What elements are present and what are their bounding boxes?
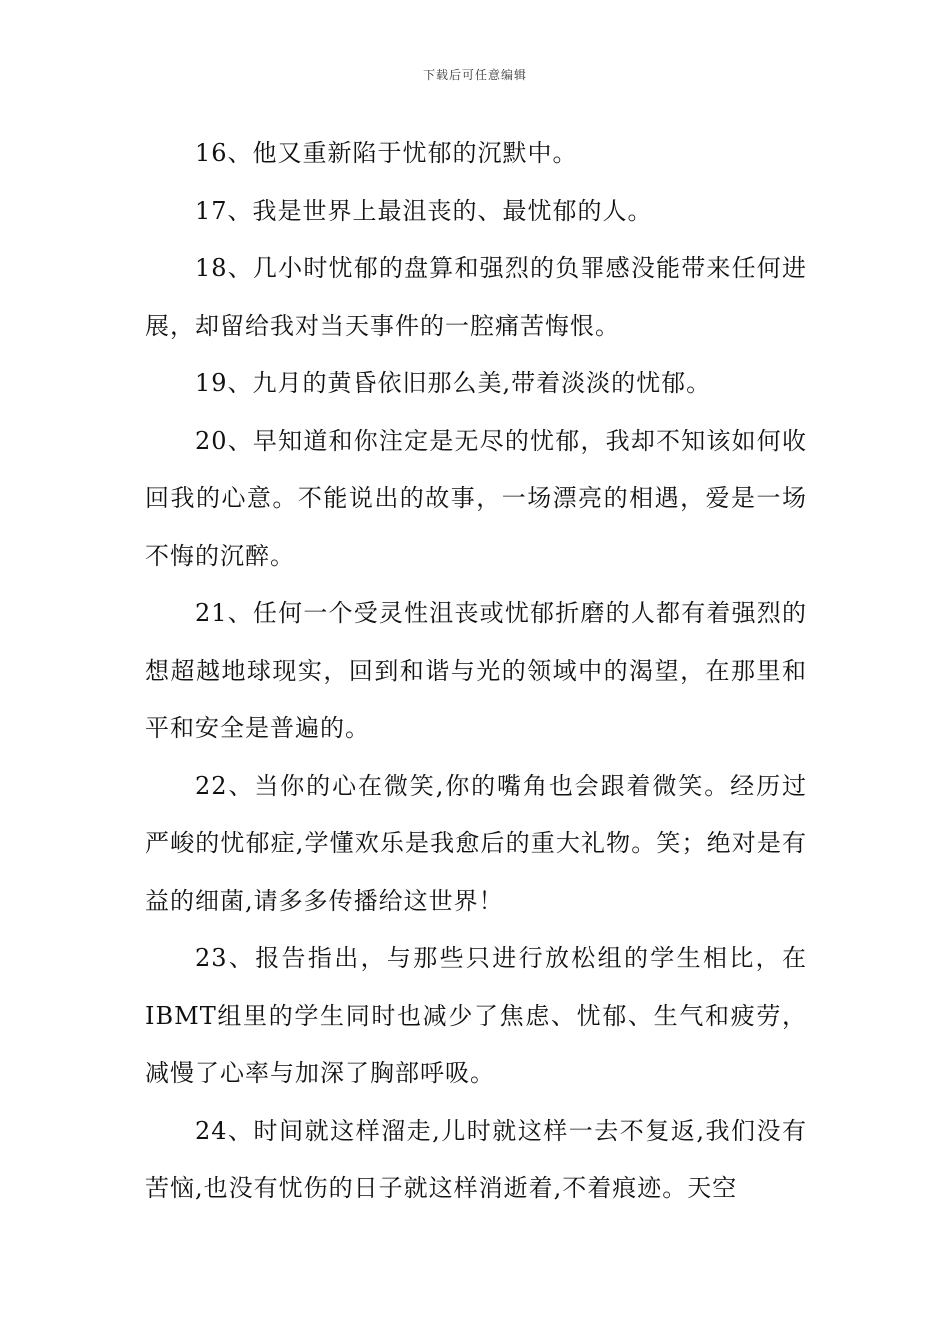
document-body <box>145 125 807 1218</box>
paragraph-17: 17、我是世界上最沮丧的、最忧郁的人。 <box>195 196 653 225</box>
paragraph-18: 18、几小时忧郁的盘算和强烈的负罪感没能带来任何进展，却留给我对当天事件的一腔痛苦悔恨。 <box>145 254 807 340</box>
paragraph-20: 20、早知道和你注定是无尽的忧郁，我却不知该如何收回我的心意。不能说出的故事，一场漂亮的相遇，爱是一场不悔的沉醉。 <box>145 426 807 570</box>
paragraph-21: 21、任何一个受灵性沮丧或忧郁折磨的人都有着强烈的想超越地球现实，回到和谐与光的领域中的渴望，在那里和平和安全是普遍的。 <box>145 599 807 742</box>
paragraph-22: 22、当你的心在微笑,你的嘴角也会跟着微笑。经历过严峻的忧郁症,学懂欢乐是我愈后的重大礼物。笑；绝对是有益的细菌,请多多传播给这世界！ <box>145 771 807 915</box>
header-note: 下载后可任意编辑 <box>422 68 527 82</box>
paragraph-24: 24、时间就这样溜走,儿时就这样一去不复返,我们没有苦恼,也没有忧伤的日子就这样消逝着,不着痕迹。天空 <box>145 1116 807 1202</box>
paragraph-19: 19、九月的黄昏依旧那么美,带着淡淡的忧郁。 <box>195 369 712 397</box>
paragraph-23: 23、报告指出，与那些只进行放松组的学生相比，在IBMT组里的学生同时也减少了焦虑、忧郁、生气和疲劳，减慢了心率与加深了胸部呼吸。 <box>145 944 807 1087</box>
paragraph-16: 16、他又重新陷于忧郁的沉默中。 <box>195 139 578 167</box>
